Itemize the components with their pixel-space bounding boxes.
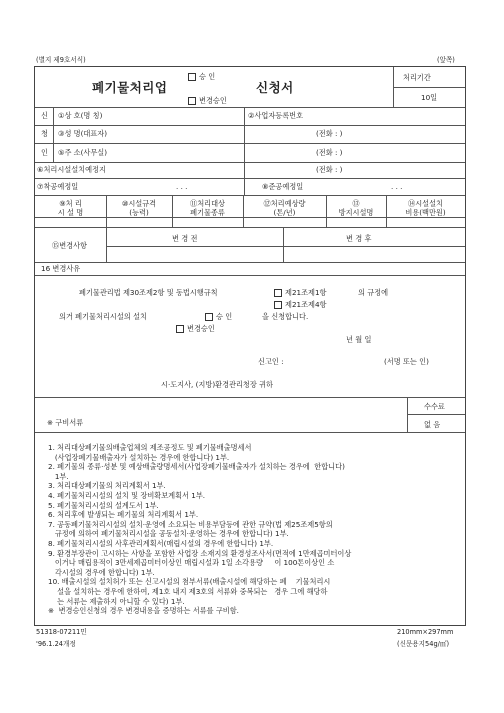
signature-field[interactable]: (서명 또는 인) xyxy=(384,357,429,366)
business-reg-number-label: ②사업자등록번호 xyxy=(248,111,304,120)
facility-col-header-1: ⑨처 리 시 설 명 xyxy=(57,199,84,217)
phone-field-1[interactable]: (전화 : ) xyxy=(316,129,343,138)
required-doc-line: 1. 처리대상폐기물의배출업체의 제조공정도 및 폐기물배출명세서 xyxy=(48,443,252,452)
start-date-value[interactable]: . . . xyxy=(176,182,188,191)
checkbox-body-approve[interactable] xyxy=(205,313,213,321)
addressee: 시·도지사, (지방)환경관리청장 귀하 xyxy=(161,380,273,389)
checkbox-change[interactable] xyxy=(188,97,196,105)
applicant-group-char-3: 인 xyxy=(41,148,48,157)
form-code: 51318-07211민 xyxy=(36,628,87,636)
start-date-label: ⑦착공예정일 xyxy=(37,182,79,191)
required-doc-line: 규정에 의하여 폐기물처리시설을 공동설치·운영하는 경우에 한합니다) 1부. xyxy=(48,529,289,539)
required-doc-line: 설을 설치하는 경우에 한하여, 제1호 내지 제3호의 서류와 중복되는 경우 그에 해당하 xyxy=(48,587,328,596)
install-site-label: ⑥처리시설설치예정지 xyxy=(37,165,106,174)
body-regulation-text: 의 규정에 xyxy=(358,288,389,297)
required-doc-line: 10. 배출시설의 설치허가 또는 신고시설의 첨부서류(배출시설에 해당하는 폐 기물처리시 xyxy=(48,577,331,587)
required-doc-line: 9. 환경부장관이 고시하는 사항을 포함한 사업장 소재지의 환경성조사서(면적에 1만제곱미터이상 xyxy=(48,548,352,558)
option-change[interactable] xyxy=(188,97,227,105)
required-doc-line: 6. 처리후에 발생되는 폐기물의 처리계획서 1부. xyxy=(48,510,199,520)
required-doc-line: 4. 폐기물처리시설의 설치 및 장비확보계획서 1부. xyxy=(48,491,206,500)
required-doc-line: 3. 처리대상폐기물의 처리계획서 1부. xyxy=(48,481,166,491)
required-docs-heading: ※ 구비서류 xyxy=(47,418,84,427)
facility-col-header-2: ⑩시설규격 (능력) xyxy=(121,199,157,217)
checkbox-approve[interactable] xyxy=(188,73,196,81)
processing-period-label: 처리기간 xyxy=(403,73,431,82)
fee-value: 없 음 xyxy=(424,420,441,429)
facility-col-header-3: ⑪처리대상 폐기물종류 xyxy=(190,199,225,217)
page-side-note: (앞쪽) xyxy=(437,56,455,64)
paper-size: 210mm×297mm xyxy=(397,628,454,636)
application-date[interactable]: 년 월 일 xyxy=(346,335,372,344)
checkbox-body-change[interactable] xyxy=(176,325,184,333)
before-change-label: 변 경 전 xyxy=(172,234,198,243)
required-doc-line: 각시설의 경우에 한합니다) 1부. xyxy=(48,567,155,577)
option-art21-4[interactable] xyxy=(274,301,327,309)
processing-period-value: 10일 xyxy=(421,93,438,102)
option-art21-1[interactable] xyxy=(274,289,327,297)
form-number: (별지 제9호서식) xyxy=(36,56,86,64)
required-doc-line: 1부. xyxy=(48,471,69,481)
representative-label: ③성 명(대표자) xyxy=(58,129,108,138)
required-doc-line: 5. 폐기물처리시설의 설계도서 1부. xyxy=(48,500,159,510)
required-doc-line: 7. 공동폐기물처리시설의 설치·운영에 소요되는 비용부담등에 관한 규약(법 제25조제5항의 xyxy=(48,519,333,529)
phone-field-2[interactable]: (전화 : ) xyxy=(316,148,343,157)
applicant-group-char-1: 신 xyxy=(41,111,48,120)
completion-date-value[interactable]: . . . xyxy=(391,182,403,191)
art21-4-label: 제21조제4항 xyxy=(285,300,327,309)
paper-type: (신문용지54g/㎡) xyxy=(397,640,450,648)
applicant-sign-label: 신고인 : xyxy=(258,357,284,366)
phone-field-3[interactable]: (전화 : ) xyxy=(316,165,343,174)
facility-col-header-5: ⑬ 방지시설명 xyxy=(338,199,374,217)
address-label: ⑤주 소(사무실) xyxy=(58,148,108,157)
art21-1-label: 제21조제1항 xyxy=(285,288,327,297)
after-change-label: 변 경 후 xyxy=(346,234,372,243)
required-doc-line: (사업장폐기물배출자가 설치하는 경우에 한합니다) 1부. xyxy=(48,452,230,462)
body-change-label: 변경승인 xyxy=(187,324,215,333)
required-doc-line: ※ 변경승인신청의 경우 변경내용을 증명하는 서류를 구비함. xyxy=(48,606,239,616)
option-approve[interactable] xyxy=(188,73,215,81)
facility-col-header-4: ⑫처리예상량 (톤/년) xyxy=(263,199,306,217)
form-title-main: 폐기물처리업 xyxy=(92,80,168,95)
facility-col-header-6: ⑭시설설치 비용(백만원) xyxy=(405,199,446,217)
body-install-text: 의거 폐기물처리시설의 설치 xyxy=(59,312,147,321)
checkbox-art21-1[interactable] xyxy=(274,289,282,297)
required-doc-line: 는 서류는 제출하지 아니할 수 있다) 1부. xyxy=(48,596,185,606)
body-apply-text: 을 신청합니다. xyxy=(262,312,309,321)
body-approve-label: 승 인 xyxy=(216,312,233,321)
checkbox-art21-4[interactable] xyxy=(274,301,282,309)
required-doc-line: 이거나 매립용적이 3만세제곱미터이상인 매립시설과 1일 소각용량 이 100톤이상인 소 xyxy=(48,558,335,568)
body-law-text: 폐기물관리법 제30조제2항 및 동법시행규칙 xyxy=(79,288,218,297)
option-approve-label: 승 인 xyxy=(199,72,216,81)
required-doc-line: 2. 폐기물의 종류·성분 및 예상배출량명세서(사업장폐기물배출자가 설치하는 경우에 한합니다) xyxy=(48,462,345,472)
option-body-approve[interactable] xyxy=(205,313,232,321)
required-doc-line: 8. 폐기물처리시설의 사후관리계획서(매립시설의 경우에 한합니다) 1부. xyxy=(48,539,274,548)
option-body-change[interactable] xyxy=(176,325,215,333)
change-items-label: ⑮변경사항 xyxy=(52,241,87,250)
change-reason-label: 16 변경사유 xyxy=(41,264,81,273)
business-name-label: ①상 호(명 칭) xyxy=(58,111,103,120)
option-change-label: 변경승인 xyxy=(199,96,227,105)
form-title-suffix: 신청서 xyxy=(256,80,294,95)
revision-date: '96.1.24개정 xyxy=(36,640,76,648)
fee-label: 수수료 xyxy=(424,402,445,411)
applicant-group-char-2: 청 xyxy=(41,129,48,138)
completion-date-label: ⑧준공예정일 xyxy=(262,182,304,191)
